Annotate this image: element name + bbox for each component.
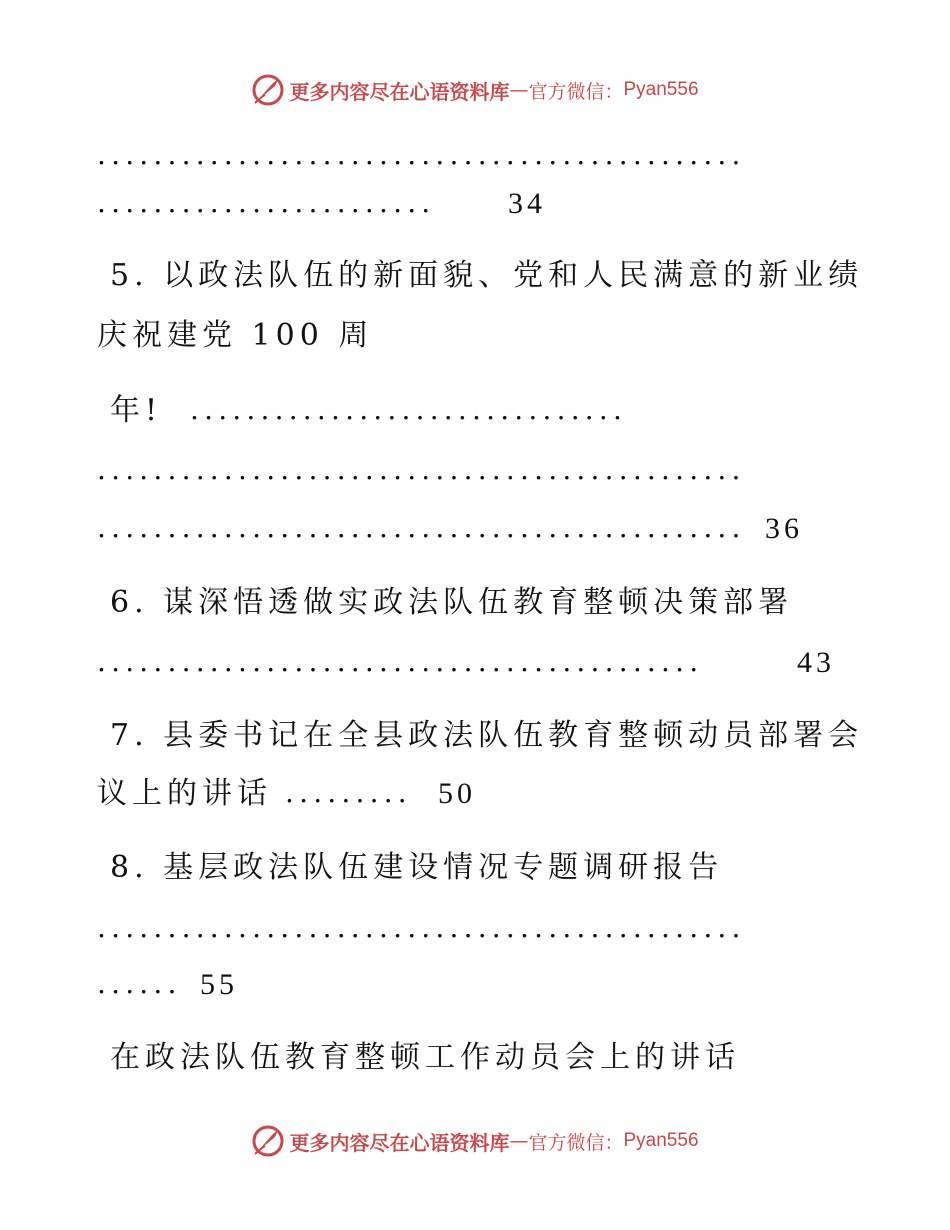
toc-page-number: 36 [765,512,803,545]
toc-page-number: 50 [438,777,476,810]
toc-item-title: 年! [110,393,163,428]
toc-leader-dots: ........................................... [97,645,704,678]
toc-item-title: 6. 谋深悟透做实政法队伍教育整顿决策部署 [110,585,794,620]
toc-leader-dots: .............................................. [97,453,746,486]
toc-page-number: 34 [508,187,546,220]
banner-separator: — [509,1130,529,1152]
toc-leader-dots: .............................................. [97,911,746,944]
banner-separator: — [509,79,529,101]
banner-wechat-id: Pyan556 [623,1130,699,1151]
toc-item-title: 7. 县委书记在全县政法队伍教育整顿动员部署会 [110,718,864,753]
toc-page-number: 55 [200,968,238,1001]
toc-leader-dots: ...... [97,967,182,1000]
toc-item-title: 5. 以政法队伍的新面貌、党和人民满意的新业绩 [110,258,864,293]
header-banner [0,70,950,110]
toc-page-number: 43 [797,646,835,679]
footer-banner [0,1121,950,1161]
toc-leader-dots: .............................................. [97,138,746,171]
toc-leader-dots: ............................... [190,393,628,426]
toc-leader-dots: .............................................. [97,511,746,544]
banner-text: 更多内容尽在心语资料库 [289,79,510,104]
banner-label: 官方微信： [528,80,624,103]
quill-logo-icon [251,73,285,107]
banner-text: 更多内容尽在心语资料库 [289,1130,510,1155]
toc-leader-dots: ......... [285,776,412,809]
toc-item-title: 8. 基层政法队伍建设情况专题调研报告 [110,850,724,885]
toc-leader-dots: ........................ [97,186,436,219]
banner-wechat-id: Pyan556 [623,79,699,100]
toc-item-title: 庆祝建党 100 周 [97,318,374,353]
section-heading: 在政法队伍教育整顿工作动员会上的讲话 [110,1040,740,1075]
banner-label: 官方微信： [528,1131,624,1154]
toc-item-title: 议上的讲话 [97,776,272,811]
quill-logo-icon [251,1124,285,1158]
